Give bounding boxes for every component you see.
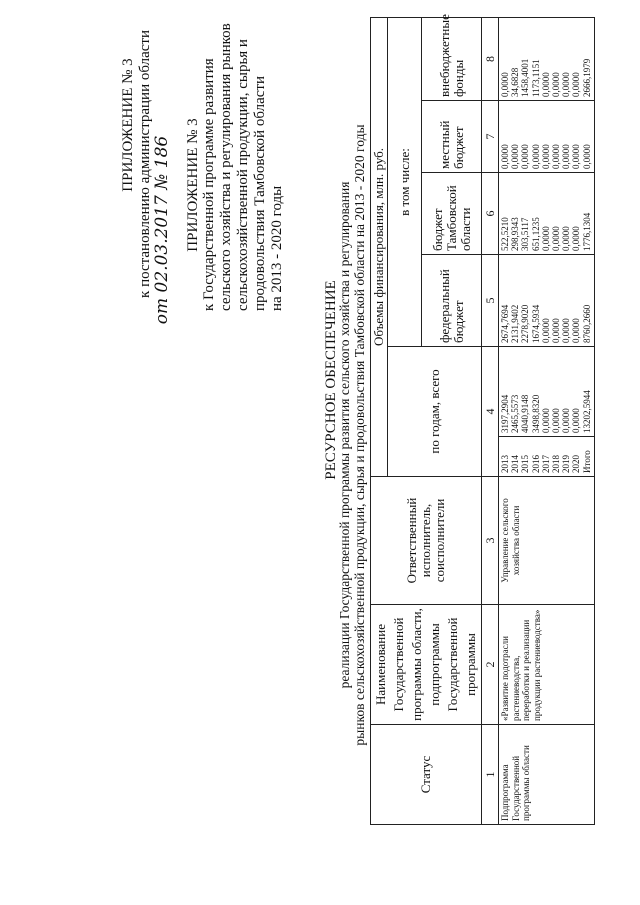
table-row [499, 17, 595, 824]
table-cell-value: 0,0000 [540, 318, 551, 343]
column-number: 7 [482, 101, 499, 173]
header-federal: федеральный бюджет [422, 255, 482, 347]
appendix-reference [201, 0, 286, 311]
header-row [371, 17, 388, 824]
table-cell-value: 2018 [551, 455, 562, 473]
table-cell-value: Итого [581, 450, 592, 473]
table-cell-value: 2014 [510, 455, 521, 473]
table-cell-value: 2131,9402 [510, 304, 521, 343]
table-cell-value: 2666,1979 [581, 58, 592, 97]
table-cell-value: 13202,5944 [581, 390, 592, 433]
header-total-by-year: по годам, всего [388, 347, 482, 477]
table-cell-value: 2019 [561, 455, 572, 473]
table-cell-value: 0,0000 [581, 144, 592, 169]
decree-date-number: от 02.03.2017 № 186 [152, 135, 172, 325]
table-cell-value: 2465,5573 [510, 394, 521, 433]
table-cell-value: 0,0000 [500, 144, 510, 169]
table-cell-value: 1458,4001 [520, 58, 531, 97]
table-cell-value: 0,0000 [530, 144, 541, 169]
appendix-label-2: ПРИЛОЖЕНИЕ № 3 [185, 118, 201, 252]
table-cell-value: 0,0000 [561, 144, 572, 169]
table-cell-value: 0,0000 [520, 144, 531, 169]
row-executor: Управление сельского хозяйства области [499, 477, 595, 605]
column-number: 1 [482, 725, 499, 825]
table-cell-value: 1674,5934 [530, 304, 541, 343]
header-executor: Ответственный исполнитель, соисполнители [371, 477, 482, 605]
table-cell-value: 2013 [500, 455, 510, 473]
table-cell-value: 2015 [520, 455, 531, 473]
column-number: 6 [482, 173, 499, 255]
table-cell-value: 522,5210 [500, 217, 510, 251]
table-cell-value: 2020 [571, 455, 582, 473]
appendix-reference-line: сельскохозяйственной продукции, сырья и [235, 39, 251, 311]
row-status: Подпрограмма Государственной программы области [499, 725, 595, 825]
row-name: «Развитие подотрасли растениеводства, переработки и реализации продукции растениеводства» [499, 605, 595, 725]
column-number: 5 [482, 255, 499, 347]
appendix-label: ПРИЛОЖЕНИЕ № 3 [120, 58, 136, 192]
table-cell-value: 0,0000 [551, 318, 562, 343]
table-cell-value: 651,1235 [530, 217, 541, 251]
resource-table [370, 14, 595, 825]
appendix-reference-line: сельского хозяйства и регулирования рынков [218, 23, 234, 311]
column-number: 3 [482, 477, 499, 605]
table-cell-value: 0,0000 [540, 226, 551, 251]
subtitle-line: рынков сельскохозяйственной продукции, сырья и продовольствия Тамбовской области на 2013 - 2020 годы [352, 124, 367, 746]
table-cell-value: 0,0000 [540, 144, 551, 169]
table-cell-value: 1173,1151 [530, 59, 541, 97]
table-cell-value: 0,0000 [571, 318, 582, 343]
column-number-row [482, 17, 499, 824]
appendix-reference-line: продовольствия Тамбовской области [252, 76, 268, 311]
table-cell-value: 298,9343 [510, 217, 521, 251]
column-number: 4 [482, 347, 499, 477]
table-cell-value: 0,0000 [571, 144, 582, 169]
subtitle-line: реализации Государственной программы развития сельского хозяйства и регулирования [337, 181, 352, 689]
table-cell-value: 0,0000 [551, 72, 562, 97]
header-funding: Объемы финансирования, млн. руб. [371, 17, 388, 476]
table-cell-value: 0,0000 [561, 318, 572, 343]
extrabudget-cell [499, 17, 595, 100]
table-cell-value: 34,6828 [510, 67, 521, 97]
table-cell-value: 0,0000 [561, 408, 572, 433]
column-number: 8 [482, 17, 499, 100]
table-cell-value: 0,0000 [540, 408, 551, 433]
table-cell-value: 0,0000 [561, 226, 572, 251]
document-title: РЕСУРСНОЕ ОБЕСПЕЧЕНИЕ [323, 280, 339, 480]
decree-line: к постановлению администрации области [137, 30, 153, 298]
table-cell-value: 0,0000 [571, 72, 582, 97]
document-subtitle [337, 5, 367, 865]
table-cell-value: 0,0000 [551, 144, 562, 169]
federal-cell [499, 255, 595, 347]
total-cell [499, 347, 595, 437]
column-number: 2 [482, 605, 499, 725]
table-cell-value: 0,0000 [561, 72, 572, 97]
table-cell-value: 303,5117 [520, 217, 531, 251]
table-cell-value: 8760,2660 [581, 304, 592, 343]
table-cell-value: 3498,8320 [530, 394, 541, 433]
header-extrabudget: внебюджетные фонды [422, 17, 482, 100]
appendix-reference-line: к Государственной программе развития [201, 58, 217, 311]
table-cell-value: 0,0000 [551, 226, 562, 251]
header-including: в том числе: [388, 17, 422, 346]
table-cell-value: 2278,9020 [520, 304, 531, 343]
table-cell-value: 2674,7694 [500, 304, 510, 343]
header-status: Статус [371, 725, 482, 825]
table-cell-value: 0,0000 [571, 408, 582, 433]
regional-cell [499, 173, 595, 255]
table-cell-value: 1776,1304 [581, 212, 592, 251]
table-cell-value: 0,0000 [540, 72, 551, 97]
header-local: местный бюджет [422, 101, 482, 173]
local-cell [499, 101, 595, 173]
appendix-reference-line: на 2013 - 2020 годы [269, 185, 285, 311]
table-cell-value: 2017 [540, 455, 551, 473]
table-cell-value: 0,0000 [510, 144, 521, 169]
table-cell-value: 3197,2904 [500, 394, 510, 433]
header-regional: бюджет Тамбовской области [422, 173, 482, 255]
table-cell-value: 0,0000 [500, 72, 510, 97]
header-name: Наименование Государственной программы области, подпрограммы Государственной программы [371, 605, 482, 725]
years-cell [499, 437, 595, 477]
table-cell-value: 0,0000 [571, 226, 582, 251]
table-cell-value: 2016 [530, 455, 541, 473]
table-cell-value: 0,0000 [551, 408, 562, 433]
table-cell-value: 4040,9148 [520, 394, 531, 433]
